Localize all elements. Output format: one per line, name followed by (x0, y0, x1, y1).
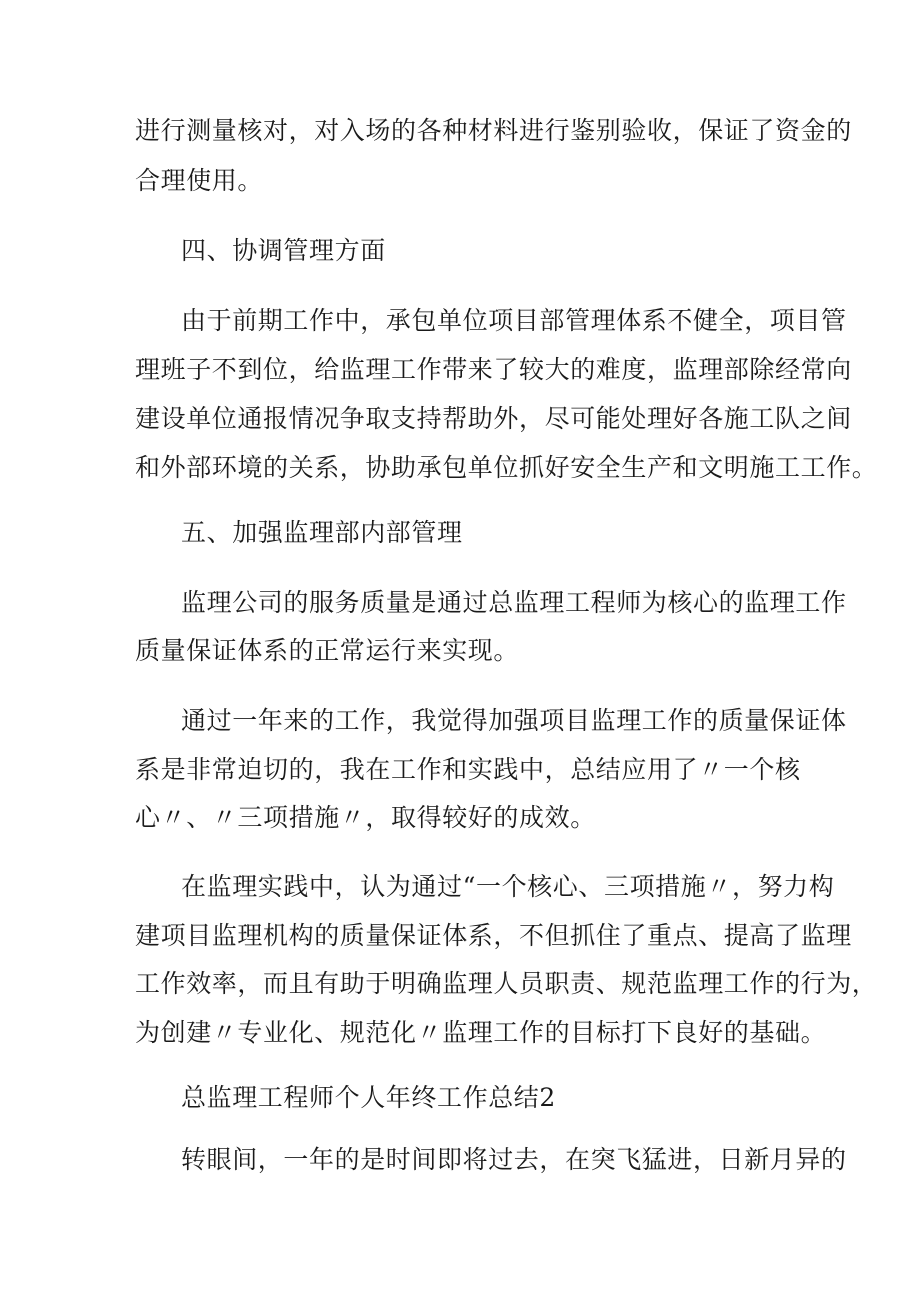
paragraph-line: 转眼间，一年的是时间即将过去，在突飞猛进，日新月异的 (181, 1145, 847, 1174)
section-heading: 五、加强监理部内部管理 (181, 518, 463, 547)
document-subtitle: 总监理工程师个人年终工作总结2 (181, 1083, 556, 1112)
paragraph-line: 系是非常迫切的，我在工作和实践中，总结应用了〃一个核 (135, 755, 801, 784)
paragraph-line: 质量保证体系的正常运行来实现。 (135, 636, 520, 665)
paragraph-line: 在监理实践中，认为通过“一个核心、三项措施〃，努力构 (181, 872, 835, 901)
paragraph-line: 建项目监理机构的质量保证体系，不但抓住了重点、提高了监理 (135, 921, 852, 950)
paragraph-line: 心〃、〃三项措施〃，取得较好的成效。 (135, 803, 596, 832)
paragraph-line: 建设单位通报情况争取支持帮助外，尽可能处理好各施工队之间 (135, 404, 852, 433)
paragraph-line: 和外部环境的关系，协助承包单位抓好安全生产和文明施工工作。 (135, 453, 878, 482)
paragraph-line: 为创建〃专业化、规范化〃监理工作的目标打下良好的基础。 (135, 1018, 827, 1047)
paragraph-line: 监理公司的服务质量是通过总监理工程师为核心的监理工作 (181, 588, 847, 617)
paragraph-line: 由于前期工作中，承包单位项目部管理体系不健全，项目管 (181, 306, 847, 335)
paragraph-line: 通过一年来的工作，我觉得加强项目监理工作的质量保证体 (181, 706, 847, 735)
paragraph-line: 合理使用。 (135, 166, 264, 195)
section-heading: 四、协调管理方面 (181, 236, 386, 265)
paragraph-line: 进行测量核对，对入场的各种材料进行鉴别验收，保证了资金的 (135, 116, 852, 145)
paragraph-line: 理班子不到位，给监理工作带来了较大的难度，监理部除经常向 (135, 355, 852, 384)
paragraph-line: 工作效率，而且有助于明确监理人员职责、规范监理工作的行为， (135, 969, 878, 998)
